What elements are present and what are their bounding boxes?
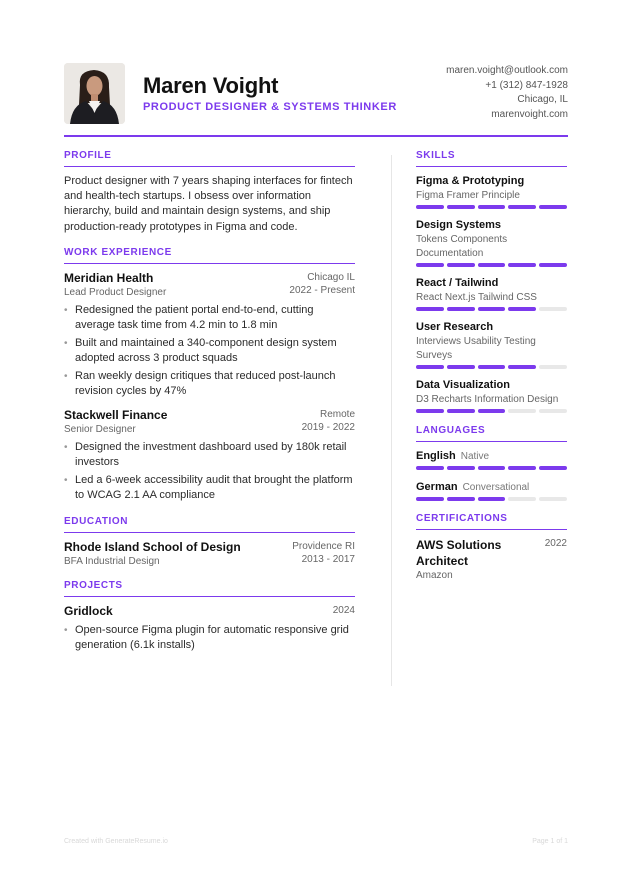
job-dates: 2019 - 2022 [301, 421, 355, 433]
contact-location: Chicago, IL [517, 94, 568, 105]
skill-level-segment [539, 365, 567, 369]
bullet-item: • Built and maintained a 340-component design system adopted across 3 product squads [64, 336, 355, 367]
bullet-item: • Redesigned the patient portal end-to-end, cutting average task time from 4.2 min to 1.8 min [64, 303, 355, 334]
job-role: Lead Product Designer [64, 286, 167, 298]
skill-level-bar [416, 466, 567, 470]
language-item [416, 449, 567, 470]
skill-tags: D3 Recharts Information Design [416, 394, 559, 405]
contact-website: marenvoight.com [491, 108, 568, 120]
cert-name: AWS Solutions Architect [416, 538, 502, 568]
job-role: Senior Designer [64, 423, 136, 435]
section-title: LANGUAGES [416, 425, 567, 442]
job-entry [64, 271, 355, 400]
skill-level-segment [416, 263, 444, 267]
skill-level-segment [508, 307, 536, 311]
skill-tags: React Next.js Tailwind CSS [416, 292, 537, 303]
skill-tags: Tokens Components Documentation [416, 234, 508, 259]
skill-level-segment [539, 497, 567, 501]
job-location: Remote [319, 408, 355, 420]
skill-level-segment [508, 205, 536, 209]
skill-level-segment [416, 466, 444, 470]
language-level: Native [460, 451, 490, 462]
page-number: Page 1 of 1 [532, 838, 568, 845]
skill-level-segment [447, 497, 475, 501]
skill-level-segment [478, 205, 506, 209]
experience-section [64, 247, 355, 504]
section-title: EDUCATION [64, 516, 355, 533]
job-company: Meridian Health [64, 270, 154, 285]
skill-level-segment [416, 307, 444, 311]
skill-level-segment [539, 409, 567, 413]
skill-level-segment [447, 307, 475, 311]
language-name: German [416, 481, 458, 493]
contact-email: maren.voight@outlook.com [446, 65, 568, 76]
skills-section [416, 150, 567, 413]
bullet-item: • Open-source Figma plugin for automatic responsive grid generation (6.1k installs) [64, 623, 355, 654]
job-bullets [64, 303, 355, 400]
skill-level-segment [478, 409, 506, 413]
contact-block [446, 64, 568, 122]
header-divider [64, 135, 568, 137]
skill-level-segment [508, 263, 536, 267]
skill-level-segment [508, 409, 536, 413]
profile-text: Product designer with 7 years shaping interfaces for fintech and health-tech startups. I obsess over information hierarchy, build and maintain design systems, and ship production-ready prototypes in Figma and code. [64, 175, 353, 233]
language-level: Conversational [462, 482, 530, 493]
skill-tags: Figma Framer Principle [416, 190, 520, 201]
skill-level-segment [478, 497, 506, 501]
bullet-item: • Ran weekly design critiques that reduced post-launch revision cycles by 47% [64, 369, 355, 400]
skill-level-segment [539, 307, 567, 311]
skill-level-segment [447, 365, 475, 369]
skill-level-segment [416, 205, 444, 209]
section-title: PROJECTS [64, 580, 355, 597]
right-column [416, 150, 567, 595]
skill-item [416, 320, 567, 369]
contact-phone: +1 (312) 847-1928 [485, 79, 568, 91]
skill-level-segment [508, 466, 536, 470]
skill-level-bar [416, 205, 567, 209]
school-location: Providence RI [292, 540, 355, 552]
skill-level-segment [478, 307, 506, 311]
skill-level-segment [539, 466, 567, 470]
skill-tags: Interviews Usability Testing Surveys [416, 336, 536, 361]
section-title: WORK EXPERIENCE [64, 247, 355, 264]
skill-level-segment [478, 263, 506, 267]
left-column [64, 150, 355, 666]
skill-level-segment [447, 263, 475, 267]
avatar [64, 63, 125, 124]
language-item [416, 480, 567, 501]
skill-level-segment [447, 466, 475, 470]
skill-level-segment [508, 497, 536, 501]
languages-list [416, 449, 567, 501]
education-section [64, 516, 355, 568]
project-name: Gridlock [64, 603, 113, 618]
skill-level-bar [416, 263, 567, 267]
skill-level-segment [416, 497, 444, 501]
job-bullets [64, 440, 355, 504]
candidate-tagline: PRODUCT DESIGNER & SYSTEMS THINKER [143, 101, 397, 113]
column-divider [391, 155, 392, 686]
bullet-item: • Led a 6-week accessibility audit that brought the platform to WCAG 2.1 AA compliance [64, 473, 355, 504]
skill-level-bar [416, 365, 567, 369]
cert-issuer: Amazon [416, 570, 453, 581]
section-title: PROFILE [64, 150, 355, 167]
profile-section [64, 150, 355, 235]
skill-level-segment [478, 466, 506, 470]
resume-header [64, 63, 568, 125]
skill-name: Data Visualization [416, 379, 510, 391]
skill-level-segment [416, 365, 444, 369]
job-entry [64, 408, 355, 504]
candidate-name: Maren Voight [143, 73, 279, 98]
skills-list [416, 174, 567, 413]
cert-year: 2022 [544, 538, 567, 549]
skill-item [416, 276, 567, 311]
skill-name: Figma & Prototyping [416, 175, 525, 187]
language-name: English [416, 450, 456, 462]
footer-credit: Created with GenerateResume.io [64, 838, 168, 845]
skill-level-segment [478, 365, 506, 369]
job-dates: 2022 - Present [289, 284, 355, 296]
skill-level-segment [447, 409, 475, 413]
languages-section [416, 425, 567, 501]
section-title: SKILLS [416, 150, 567, 167]
school-name: Rhode Island School of Design [64, 539, 241, 554]
skill-name: Design Systems [416, 219, 501, 231]
job-location: Chicago IL [307, 271, 355, 283]
degree: BFA Industrial Design [64, 555, 160, 567]
skill-level-bar [416, 497, 567, 501]
skill-name: User Research [416, 321, 494, 333]
skill-name: React / Tailwind [416, 277, 499, 289]
certifications-section [416, 513, 567, 583]
section-title: CERTIFICATIONS [416, 513, 567, 530]
skill-level-bar [416, 409, 567, 413]
skill-level-segment [539, 205, 567, 209]
project-year: 2024 [332, 604, 355, 616]
skill-item [416, 218, 567, 267]
bullet-item: • Designed the investment dashboard used by 180k retail investors [64, 440, 355, 471]
project-bullets [64, 623, 355, 654]
skill-level-bar [416, 307, 567, 311]
skill-item [416, 378, 567, 413]
skill-level-segment [508, 365, 536, 369]
skill-level-segment [447, 205, 475, 209]
skill-item [416, 174, 567, 209]
job-company: Stackwell Finance [64, 407, 168, 422]
education-dates: 2013 - 2017 [301, 553, 355, 565]
projects-section [64, 580, 355, 654]
skill-level-segment [539, 263, 567, 267]
skill-level-segment [416, 409, 444, 413]
